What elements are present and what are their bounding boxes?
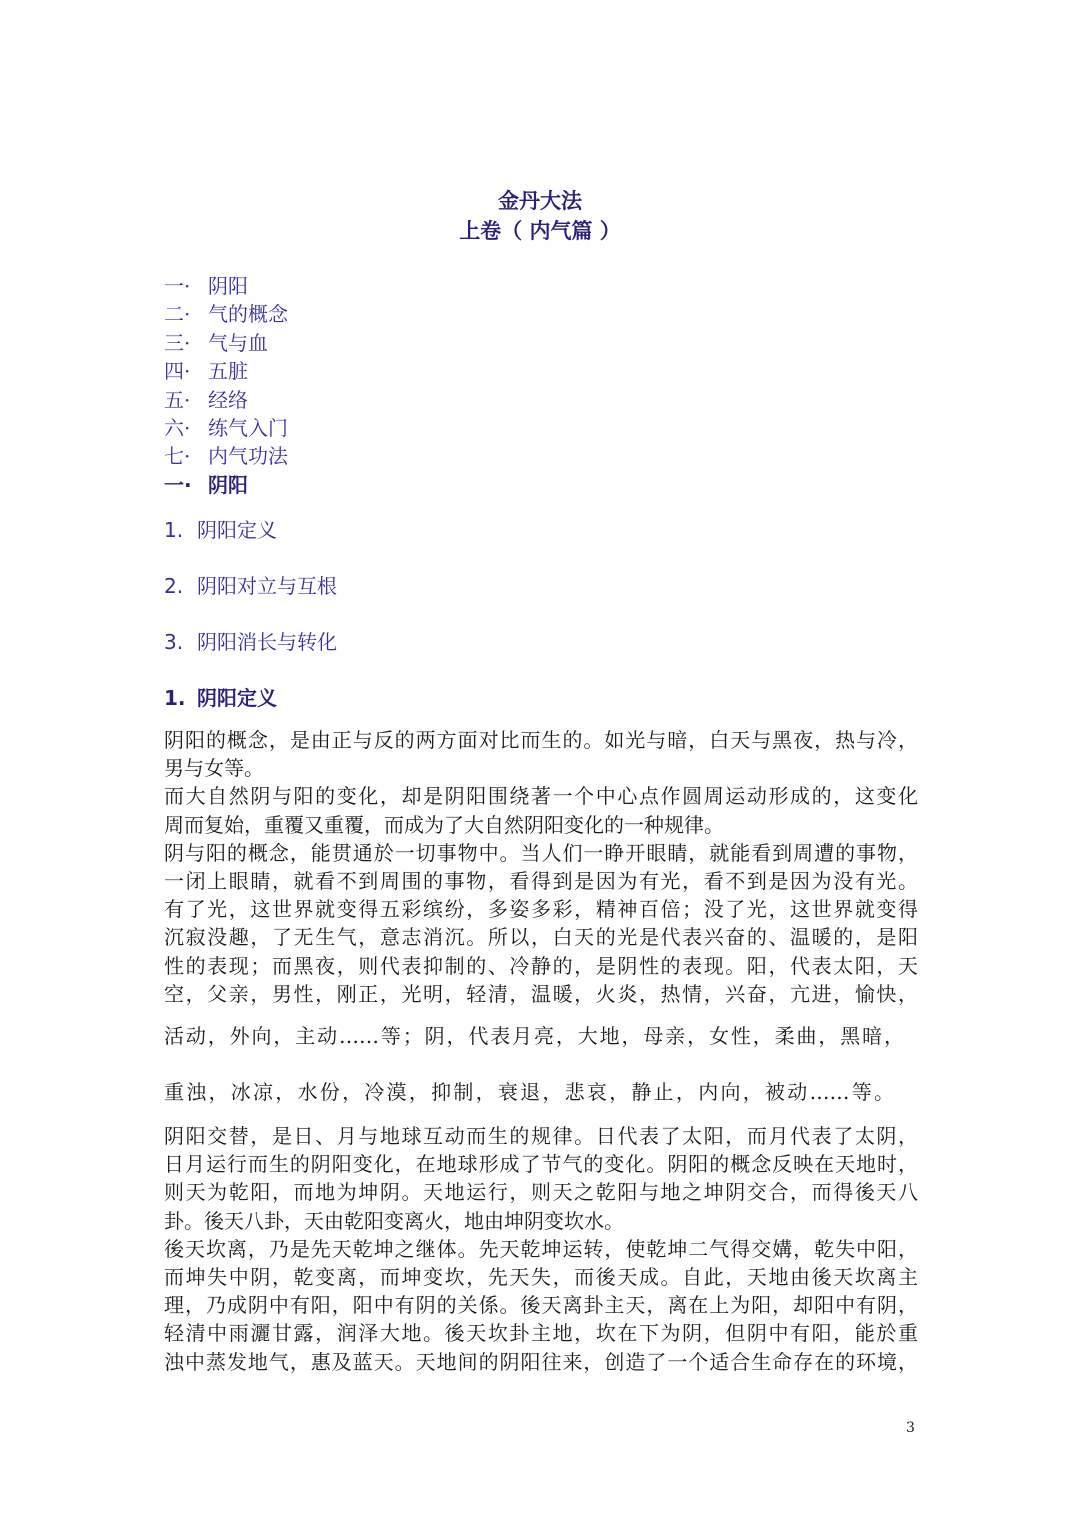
toc-item[interactable]: 二· 气的概念 xyxy=(164,302,288,327)
subsection-heading: 1. 阴阳定义 xyxy=(164,686,277,710)
text-line: 轻清中雨灑甘露，润泽大地。後天坎卦主地，坎在下为阴，但阴中有阳，能於重 xyxy=(164,1321,918,1346)
toc-item[interactable]: 五· 经络 xyxy=(164,387,248,412)
table-of-contents xyxy=(164,272,288,499)
section-heading: 一· 阴阳 xyxy=(164,472,248,497)
text-line: 空，父亲，男性，刚正，光明，轻清，温暖，火炎，热情，兴奋，亢进，愉快， xyxy=(164,981,918,1006)
text-line: 浊中蒸发地气，惠及蓝天。天地间的阴阳往来，创造了一个适合生命存在的环境， xyxy=(164,1349,918,1374)
text-line: 後天坎离，乃是先天乾坤之继体。先天乾坤运转，使乾坤二气得交媾，乾失中阳， xyxy=(164,1236,918,1261)
document-subtitle: 上卷（ 内气篇 ） xyxy=(459,219,621,243)
subsection-link[interactable]: 1. 阴阳定义 xyxy=(164,518,277,542)
text-line: 阴阳交替，是日、月与地球互动而生的规律。日代表了太阳，而月代表了太阴， xyxy=(164,1124,918,1148)
text-line: 则天为乾阳，而地为坤阴。天地运行，则天之乾阳与地之坤阴交合，而得後天八 xyxy=(164,1180,918,1205)
text-line: 性的表现；而黑夜，则代表抑制的、冷静的，是阴性的表现。阳，代表太阳，天 xyxy=(164,953,918,978)
page-number: 3 xyxy=(906,1420,915,1436)
text-line: 周而复始，重覆又重覆，而成为了大自然阴阳变化的一种规律。 xyxy=(164,812,724,837)
text-line-activity: 活动，外向，主动……等；阴，代表月亮，大地，母亲，女性，柔曲，黑暗， xyxy=(164,1024,904,1048)
text-line: 日月运行而生的阴阳变化，在地球形成了节气的变化。阴阳的概念反映在天地时， xyxy=(164,1152,918,1177)
text-line: 理，乃成阴中有阳，阳中有阴的关係。後天离卦主天，离在上为阳，却阳中有阴， xyxy=(164,1293,918,1318)
text-line: 卦。後天八卦，天由乾阳变离火，地由坤阴变坎水。 xyxy=(164,1208,624,1233)
text-line: 沉寂没趣，了无生气，意志消沉。所以，白天的光是代表兴奋的、温暖的，是阳 xyxy=(164,925,918,950)
toc-item[interactable]: 一· 阴阳 xyxy=(164,274,248,298)
text-line: 一闭上眼睛，就看不到周围的事物，看得到是因为有光，看不到是因为没有光。 xyxy=(164,868,918,893)
toc-item[interactable]: 三· 气与血 xyxy=(164,330,268,355)
document-title: 金丹大法 xyxy=(498,189,582,213)
text-line: 阴与阳的概念，能贯通於一切事物中。当人们一睁开眼睛，就能看到周遭的事物， xyxy=(164,840,918,865)
toc-item[interactable]: 四· 五脏 xyxy=(164,359,248,384)
text-line: 有了光，这世界就变得五彩缤纷，多姿多彩，精神百倍；没了光，这世界就变得 xyxy=(164,897,918,922)
toc-item[interactable]: 六· 练气入门 xyxy=(164,415,288,440)
paragraph-1 xyxy=(164,726,918,1008)
text-line: 而坤失中阴，乾变离，而坤变坎，先天失，而後天成。自此，天地由後天坎离主 xyxy=(164,1264,918,1289)
text-line-heavy: 重浊，冰凉，水份，冷漠，抑制，衰退，悲哀，静止，内向，被动……等。 xyxy=(164,1080,894,1104)
text-line: 而大自然阴与阳的变化，却是阴阳围绕著一个中心点作圆周运动形成的，这变化 xyxy=(164,784,918,809)
subsection-link[interactable]: 3. 阴阳消长与转化 xyxy=(164,630,337,654)
text-line: 男与女等。 xyxy=(164,756,264,781)
text-line: 阴阳的概念，是由正与反的两方面对比而生的。如光与暗，白天与黑夜，热与冷， xyxy=(164,728,918,752)
subsection-link[interactable]: 2. 阴阳对立与互根 xyxy=(164,574,337,598)
paragraph-2 xyxy=(164,1122,918,1376)
toc-item[interactable]: 七· 内气功法 xyxy=(164,444,288,469)
